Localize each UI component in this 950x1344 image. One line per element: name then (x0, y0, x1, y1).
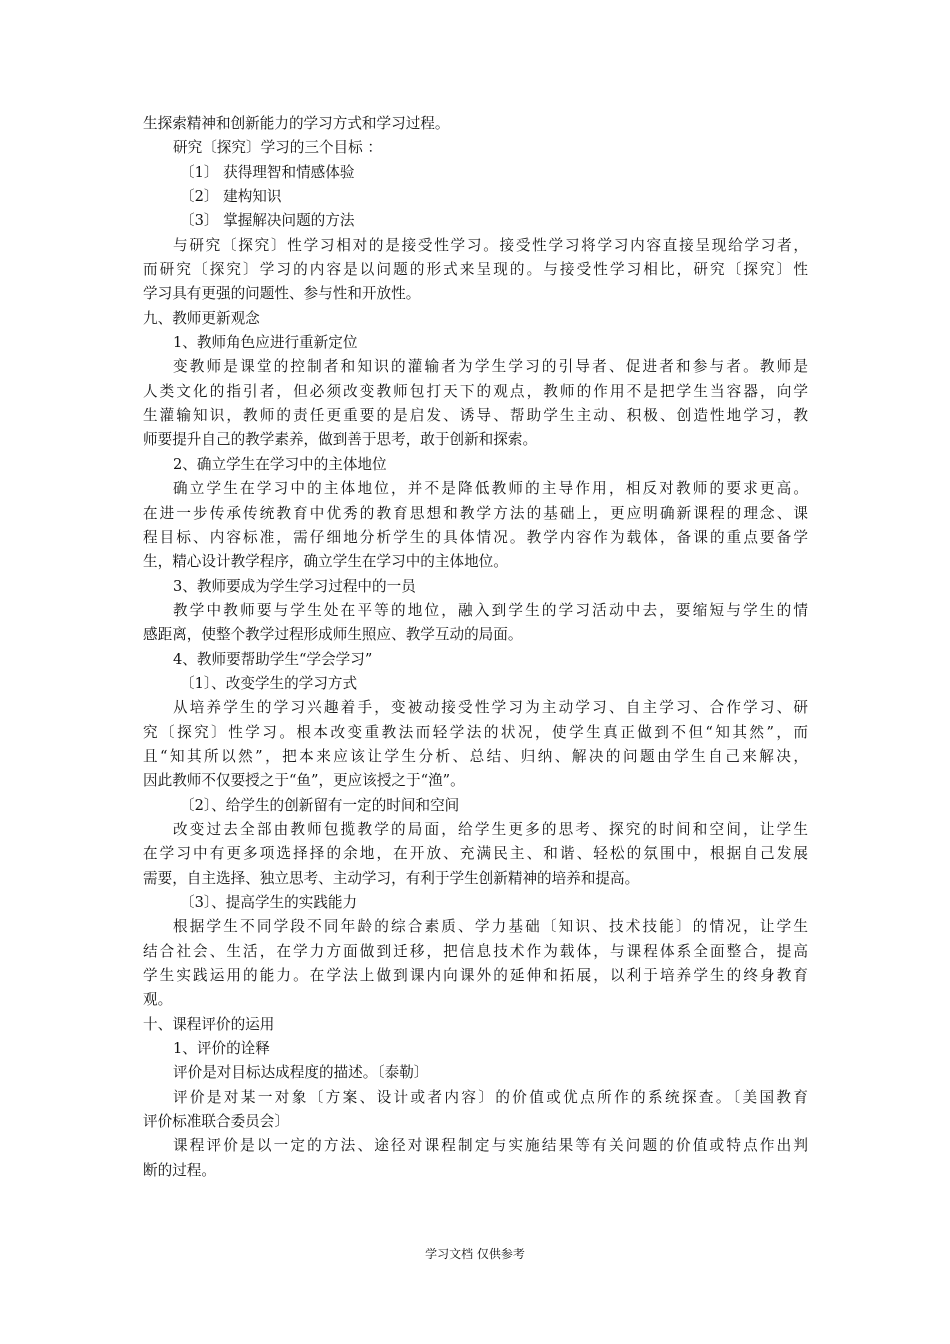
text-line: 评价标准联合委员会〕 (143, 1113, 289, 1131)
text-line: 改变过去全部由教师包揽教学的局面，给学生更多的思考、探究的时间和空间，让学生 (173, 820, 808, 838)
text-line: 需要，自主选择、独立思考、主动学习，有利于学生创新精神的培养和提高。 (143, 869, 640, 887)
text-line: 〔1〕 获得理智和情感体验 (180, 163, 355, 181)
text-line: 断的过程。 (143, 1161, 216, 1179)
text-line: 学习具有更强的问题性、参与性和开放性。 (143, 285, 421, 303)
text-line: 教学中教师要与学生处在平等的地位，融入到学生的学习活动中去，要缩短与学生的情 (173, 601, 808, 619)
text-line: 确立学生在学习中的主体地位，并不是降低教师的主导作用，相反对教师的要求更高。 (173, 480, 808, 498)
text-line: 结合社会、生活，在学力方面做到迁移，把信息技术作为载体，与课程体系全面整合，提高 (143, 942, 808, 960)
text-line: 2、确立学生在学习中的主体地位 (173, 455, 387, 473)
text-line: 课程评价是以一定的方法、途径对课程制定与实施结果等有关问题的价值或特点作出判 (173, 1137, 808, 1155)
text-line: 生灌输知识，教师的责任更重要的是启发、诱导、帮助学生主动、积极、创造性地学习，教 (143, 407, 808, 425)
text-line: 从培养学生的学习兴趣着手，变被动接受性学习为主动学习、自主学习、合作学习、研 (173, 699, 808, 717)
page-footer: 学习文档 仅供参考 (425, 1247, 525, 1261)
text-line: 十、课程评价的运用 (143, 1015, 275, 1033)
text-line: 九、教师更新观念 (143, 309, 260, 327)
text-line: 评价是对某一对象〔方案、设计或者内容〕的价值或优点所作的系统探查。〔美国教育 (173, 1088, 808, 1106)
text-line: 根据学生不同学段不同年龄的综合素质、学力基础〔知识、技术技能〕的情况，让学生 (173, 918, 808, 936)
text-line: 感距离，使整个教学过程形成师生照应、教学互动的局面。 (143, 626, 523, 644)
text-line: 师要提升自己的教学素养，做到善于思考，敢于创新和探索。 (143, 431, 538, 449)
text-line: 〔3〕、提高学生的实践能力 (180, 894, 358, 911)
text-line: 〔2〕、给学生的创新留有一定的时间和空间 (180, 796, 460, 814)
text-line: 〔3〕 掌握解决问题的方法 (180, 212, 355, 230)
text-line: 在学习中有更多项选择择的余地，在开放、充满民主、和谐、轻松的氛围中，根据自己发展 (143, 845, 808, 863)
text-line: 究〔探究〕性学习。根本改变重教法而轻学法的状况，使学生真正做到不但“知其然”，而 (143, 723, 808, 741)
text-line: 4、教师要帮助学生“学会学习” (173, 650, 373, 668)
text-line: 在进一步传承传统教育中优秀的教育思想和教学方法的基础上，更应明确新课程的理念、课 (143, 504, 808, 522)
text-line: 1、教师角色应进行重新定位 (173, 334, 358, 352)
text-line: 生探索精神和创新能力的学习方式和学习过程。 (143, 115, 450, 132)
text-line: 学生实践运用的能力。在学法上做到课内向课外的延伸和拓展，以利于培养学生的终身教育 (143, 967, 808, 985)
text-line: 〔1〕、改变学生的学习方式 (180, 674, 358, 692)
text-line: 1、评价的诠释 (173, 1040, 270, 1058)
text-line: 研究〔探究〕学习的三个目标 ： (173, 139, 382, 157)
text-line: 〔2〕 建构知识 (180, 188, 282, 206)
text-line: 人类文化的指引者，但必须改变教师包打天下的观点，教师的作用不是把学生当容器，向学 (143, 382, 808, 400)
text-line: 生，精心设计教学程序，确立学生在学习中的主体地位。 (143, 553, 508, 571)
text-line: 与研究〔探究〕性学习相对的是接受性学习。接受性学习将学习内容直接呈现给学习者， (173, 236, 808, 254)
text-line: 变教师是课堂的控制者和知识的灌输者为学生学习的引导者、促进者和参与者。教师是 (173, 358, 808, 376)
document-body (143, 112, 808, 1183)
text-line: 3、教师要成为学生学习过程中的一员 (173, 577, 416, 595)
text-line: 观。 (143, 991, 173, 1009)
text-line: 因此教师不仅要授之于“鱼”，更应该授之于“渔”。 (143, 772, 465, 790)
text-line: 程目标、内容标准，需仔细地分析学生的具体情况。教学内容作为载体，备课的重点要备学 (143, 528, 808, 546)
text-line: 评价是对目标达成程度的描述。〔泰勒〕 (173, 1064, 429, 1082)
text-line: 而研究〔探究〕学习的内容是以问题的形式来呈现的。与接受性学习相比，研究〔探究〕性 (143, 261, 808, 279)
text-line: 且“知其所以然”，把本来应该让学生分析、总结、归纳、解决的问题由学生自己来解决， (143, 747, 808, 765)
